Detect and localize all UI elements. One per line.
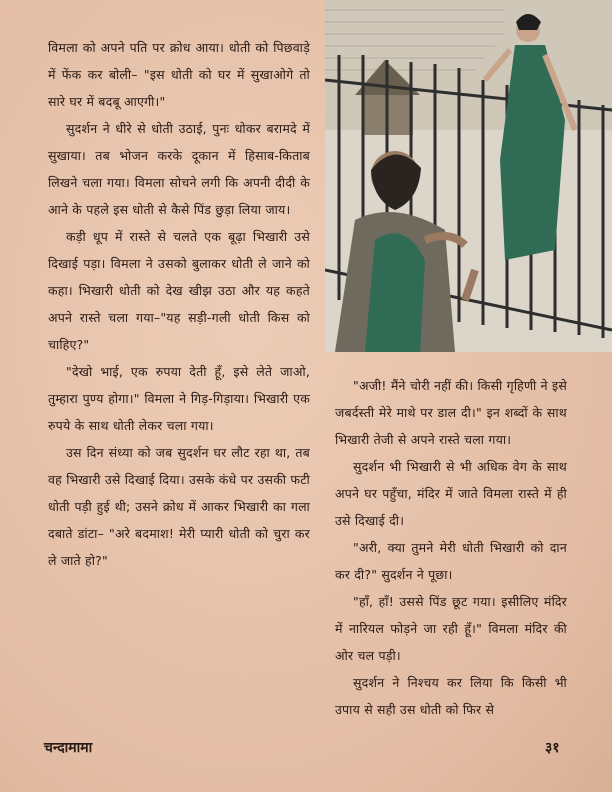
page-number: ३१ <box>545 740 560 756</box>
paragraph: सुदर्शन ने धीरे से धोती उठाई, पुनः धोकर बरामदे में सुखाया। तब भोजन करके दूकान में हिसाब-किताब लिखने चला गया। विमला सोचने लगी कि अपनी दीदी के आने के पहले इस धोती से कैसे पिंड छुड़ा लिया जाय। <box>48 121 310 217</box>
left-text-column <box>48 34 310 574</box>
paragraph: विमला को अपने पति पर क्रोध आया। धोती को पिछवाड़े में फेंक कर बोली– "इस धोती को घर में सुखाओगे तो सारे घर में बदबू आएगी।" <box>48 40 310 109</box>
paragraph: "अरी, क्या तुमने मेरी धोती भिखारी को दान कर दी?" सुदर्शन ने पूछा। <box>335 540 567 582</box>
story-illustration <box>325 0 612 352</box>
right-text-column <box>335 372 567 723</box>
paragraph: उस दिन संध्या को जब सुदर्शन घर लौट रहा था, तब वह भिखारी उसे दिखाई दिया। उसके कंधे पर उसकी फटी धोती पड़ी हुई थी; उसने क्रोध में आकर भिखारी का गला दबाते डांटा– "अरे बदमाश! मेरी प्यारी धोती को चुरा कर ले जाते हो?" <box>48 445 310 568</box>
paragraph: कड़ी धूप में रास्ते से चलते एक बूढ़ा भिखारी उसे दिखाई पड़ा। विमला ने उसको बुलाकर धोती ले जाने को कहा। भिखारी धोती को देख खीझ उठा और यह कहते अपने रास्ते चला गया–"यह सड़ी-गली धोती किस को चाहिए?" <box>48 229 310 352</box>
paragraph: सुदर्शन भी भिखारी से भी अधिक वेग के साथ अपने घर पहुँचा, मंदिर में जाते विमला रास्ते में ही उसे दिखाई दी। <box>335 459 567 528</box>
paragraph: "देखो भाई, एक रुपया देती हूँ, इसे लेते जाओ, तुम्हारा पुण्य होगा।" विमला ने गिड़-गिड़ाया। भिखारी एक रुपये के साथ धोती लेकर चला गया। <box>48 364 310 433</box>
magazine-name: चन्दामामा <box>44 740 93 756</box>
paragraph: "अजी! मैंने चोरी नहीं की। किसी गृहिणी ने इसे जबर्दस्ती मेरे माथे पर डाल दी।" इन शब्दों के साथ भिखारी तेजी से अपने रास्ते चला गया। <box>335 378 567 447</box>
paragraph: "हाँ, हाँ! उससे पिंड छूट गया। इसीलिए मंदिर में नारियल फोड़ने जा रही हूँ।" विमला मंदिर की ओर चल पड़ी। <box>335 594 567 663</box>
paragraph: सुदर्शन ने निश्चय कर लिया कि किसी भी उपाय से सही उस धोती को फिर से <box>335 675 567 717</box>
illustration-drawing <box>325 0 612 352</box>
